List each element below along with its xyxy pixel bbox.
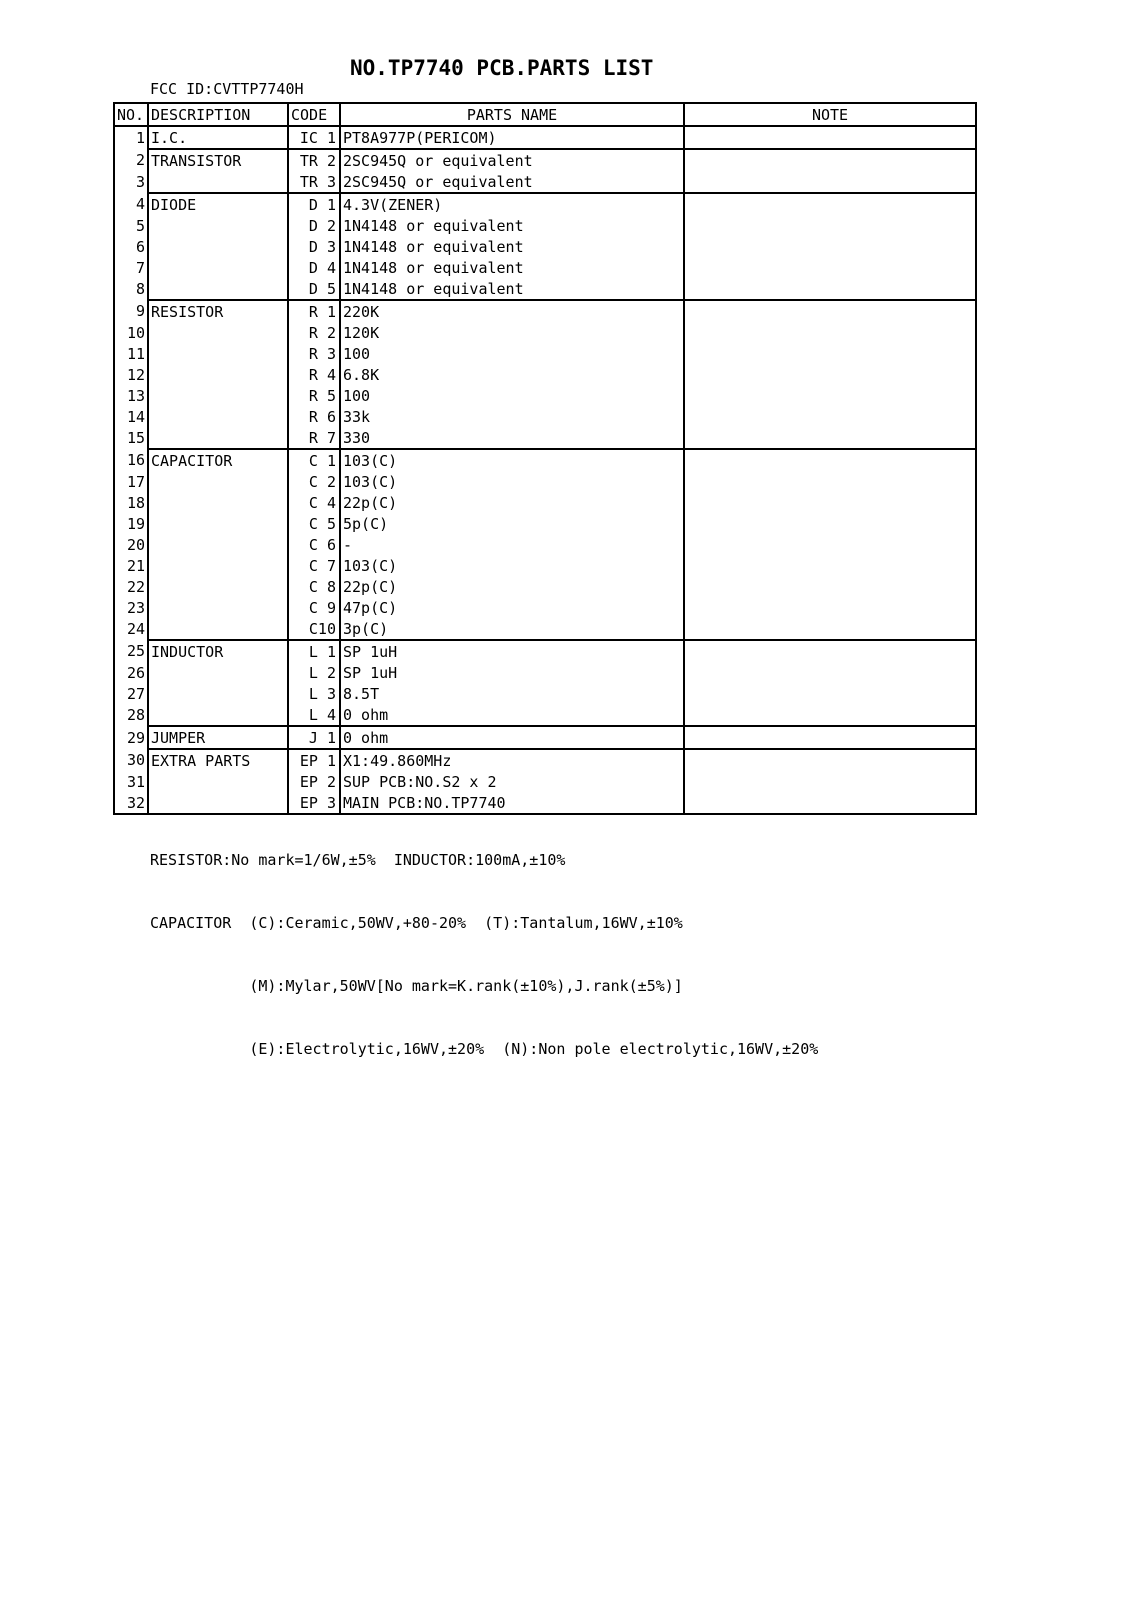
row-parts-name: 1N4148 or equivalent	[340, 215, 684, 236]
row-code: C 2	[288, 471, 340, 492]
row-code: C 5	[288, 513, 340, 534]
row-description	[148, 662, 288, 683]
table-row	[114, 534, 976, 555]
row-description: CAPACITOR	[148, 449, 288, 471]
table-row	[114, 300, 976, 322]
row-note	[684, 749, 976, 771]
row-note	[684, 193, 976, 215]
row-description	[148, 322, 288, 343]
row-parts-name: 0 ohm	[340, 726, 684, 749]
table-row	[114, 449, 976, 471]
row-note	[684, 322, 976, 343]
row-code: C 1	[288, 449, 340, 471]
row-no: 23	[126, 598, 145, 617]
row-code: R 2	[288, 322, 340, 343]
table-row	[114, 257, 976, 278]
row-parts-name: 220K	[340, 300, 684, 322]
row-note	[684, 471, 976, 492]
row-code: R 3	[288, 343, 340, 364]
row-no: 32	[126, 793, 145, 812]
row-code: L 4	[288, 704, 340, 726]
row-no: 3	[135, 173, 145, 191]
row-code: R 1	[288, 300, 340, 322]
row-description	[148, 236, 288, 257]
row-parts-name: 4.3V(ZENER)	[340, 193, 684, 215]
row-no: 16	[126, 451, 145, 469]
row-code: C 9	[288, 597, 340, 618]
header-parts-name: PARTS NAME	[340, 103, 684, 126]
row-no: 8	[135, 280, 145, 298]
row-parts-name: 5p(C)	[340, 513, 684, 534]
row-description	[148, 343, 288, 364]
table-row	[114, 576, 976, 597]
table-row	[114, 618, 976, 640]
table-row	[114, 492, 976, 513]
row-code: D 1	[288, 193, 340, 215]
table-row	[114, 683, 976, 704]
row-no: 6	[135, 237, 145, 256]
table-row	[114, 364, 976, 385]
table-row	[114, 171, 976, 193]
row-note	[684, 343, 976, 364]
row-note	[684, 513, 976, 534]
row-description	[148, 576, 288, 597]
row-note	[684, 618, 976, 640]
row-parts-name: 330	[340, 427, 684, 449]
table-row	[114, 771, 976, 792]
table-row	[114, 322, 976, 343]
row-code: C 7	[288, 555, 340, 576]
row-code: C10	[288, 618, 340, 640]
row-no: 12	[126, 365, 145, 384]
row-code: D 5	[288, 278, 340, 300]
row-description	[148, 555, 288, 576]
row-no: 18	[126, 493, 145, 512]
row-note	[684, 364, 976, 385]
row-no: 30	[126, 751, 145, 769]
footnotes	[150, 808, 818, 1081]
row-code: D 4	[288, 257, 340, 278]
row-note	[684, 771, 976, 792]
row-parts-name: 2SC945Q or equivalent	[340, 149, 684, 171]
row-code: EP 1	[288, 749, 340, 771]
row-note	[684, 662, 976, 683]
row-no: 15	[126, 429, 145, 447]
row-code: L 1	[288, 640, 340, 662]
row-description: INDUCTOR	[148, 640, 288, 662]
row-description	[148, 278, 288, 300]
footnote-capacitor-m: (M):Mylar,50WV[No mark=K.rank(±10%),J.rank(±5%)]	[150, 977, 683, 995]
table-row	[114, 704, 976, 726]
row-description: JUMPER	[148, 726, 288, 749]
table-row	[114, 215, 976, 236]
row-description	[148, 771, 288, 792]
row-code: R 6	[288, 406, 340, 427]
row-description	[148, 597, 288, 618]
row-parts-name: 103(C)	[340, 449, 684, 471]
table-row	[114, 749, 976, 771]
row-note	[684, 171, 976, 193]
row-description: RESISTOR	[148, 300, 288, 322]
row-parts-name: 100	[340, 385, 684, 406]
row-parts-name: 103(C)	[340, 471, 684, 492]
row-note	[684, 215, 976, 236]
table-row	[114, 278, 976, 300]
row-code: J 1	[288, 726, 340, 749]
row-code: R 7	[288, 427, 340, 449]
row-parts-name: 33k	[340, 406, 684, 427]
row-description: I.C.	[148, 126, 288, 149]
row-no: 7	[135, 258, 145, 277]
row-code: D 2	[288, 215, 340, 236]
row-parts-name: 8.5T	[340, 683, 684, 704]
row-note	[684, 149, 976, 171]
row-no: 28	[126, 706, 145, 724]
row-note	[684, 726, 976, 749]
row-note	[684, 597, 976, 618]
row-no: 24	[126, 620, 145, 638]
row-no: 14	[126, 407, 145, 426]
row-code: EP 3	[288, 792, 340, 814]
row-no: 22	[126, 577, 145, 596]
fcc-id: FCC ID:CVTTP7740H	[150, 80, 304, 98]
table-row	[114, 513, 976, 534]
row-parts-name: 1N4148 or equivalent	[340, 257, 684, 278]
row-parts-name: SUP PCB:NO.S2 x 2	[340, 771, 684, 792]
row-description	[148, 385, 288, 406]
row-no: 9	[135, 302, 145, 320]
row-parts-name: 6.8K	[340, 364, 684, 385]
row-parts-name: 0 ohm	[340, 704, 684, 726]
table-row	[114, 597, 976, 618]
table-row	[114, 726, 976, 749]
row-no: 2	[135, 151, 145, 169]
row-description	[148, 364, 288, 385]
row-parts-name: 1N4148 or equivalent	[340, 278, 684, 300]
table-row	[114, 236, 976, 257]
table-row	[114, 193, 976, 215]
row-no: 17	[126, 472, 145, 491]
parts-list-table	[113, 102, 977, 815]
row-code: L 2	[288, 662, 340, 683]
row-note	[684, 555, 976, 576]
footnote-capacitor-c: CAPACITOR (C):Ceramic,50WV,+80-20% (T):Tantalum,16WV,±10%	[150, 914, 683, 932]
row-description	[148, 471, 288, 492]
row-note	[684, 300, 976, 322]
row-no: 4	[135, 195, 145, 213]
row-description	[148, 171, 288, 193]
table-row	[114, 640, 976, 662]
row-note	[684, 257, 976, 278]
row-description	[148, 683, 288, 704]
header-no: NO.	[114, 103, 148, 126]
row-no: 1	[135, 129, 145, 147]
row-code: TR 2	[288, 149, 340, 171]
row-note	[684, 278, 976, 300]
row-parts-name: 103(C)	[340, 555, 684, 576]
row-description	[148, 406, 288, 427]
row-parts-name: 22p(C)	[340, 492, 684, 513]
row-parts-name: 47p(C)	[340, 597, 684, 618]
row-parts-name: SP 1uH	[340, 640, 684, 662]
row-no: 26	[126, 663, 145, 682]
row-note	[684, 492, 976, 513]
row-parts-name: 120K	[340, 322, 684, 343]
table-row	[114, 149, 976, 171]
row-no: 21	[126, 556, 145, 575]
row-code: TR 3	[288, 171, 340, 193]
row-code: R 4	[288, 364, 340, 385]
header-description: DESCRIPTION	[148, 103, 288, 126]
row-description	[148, 492, 288, 513]
row-note	[684, 534, 976, 555]
header-note: NOTE	[684, 103, 976, 126]
table-row	[114, 427, 976, 449]
row-no: 20	[126, 535, 145, 554]
row-description	[148, 257, 288, 278]
row-no: 25	[126, 642, 145, 660]
table-row	[114, 126, 976, 149]
row-parts-name: PT8A977P(PERICOM)	[340, 126, 684, 149]
row-note	[684, 236, 976, 257]
row-code: IC 1	[288, 126, 340, 149]
row-description	[148, 427, 288, 449]
row-parts-name: X1:49.860MHz	[340, 749, 684, 771]
row-no: 31	[126, 772, 145, 791]
row-code: C 8	[288, 576, 340, 597]
row-parts-name: 1N4148 or equivalent	[340, 236, 684, 257]
row-no: 13	[126, 386, 145, 405]
row-parts-name: MAIN PCB:NO.TP7740	[340, 792, 684, 814]
row-code: R 5	[288, 385, 340, 406]
row-note	[684, 385, 976, 406]
row-description	[148, 513, 288, 534]
row-note	[684, 126, 976, 149]
row-code: C 4	[288, 492, 340, 513]
row-description: DIODE	[148, 193, 288, 215]
row-no: 19	[126, 514, 145, 533]
row-parts-name: SP 1uH	[340, 662, 684, 683]
row-parts-name: 2SC945Q or equivalent	[340, 171, 684, 193]
row-no: 11	[126, 344, 145, 363]
table-row	[114, 406, 976, 427]
row-code: C 6	[288, 534, 340, 555]
row-note	[684, 683, 976, 704]
row-code: L 3	[288, 683, 340, 704]
row-description: EXTRA PARTS	[148, 749, 288, 771]
footnote-capacitor-e: (E):Electrolytic,16WV,±20% (N):Non pole electrolytic,16WV,±20%	[150, 1040, 819, 1058]
row-note	[684, 449, 976, 471]
table-row	[114, 555, 976, 576]
row-parts-name: 100	[340, 343, 684, 364]
row-no: 5	[135, 216, 145, 235]
row-note	[684, 640, 976, 662]
row-description	[148, 618, 288, 640]
table-row	[114, 471, 976, 492]
row-no: 29	[126, 728, 145, 747]
row-description	[148, 704, 288, 726]
row-description: TRANSISTOR	[148, 149, 288, 171]
row-note	[684, 427, 976, 449]
row-parts-name: 22p(C)	[340, 576, 684, 597]
table-row	[114, 662, 976, 683]
row-parts-name: 3p(C)	[340, 618, 684, 640]
row-note	[684, 576, 976, 597]
row-note	[684, 704, 976, 726]
table-row	[114, 385, 976, 406]
footnote-resistor: RESISTOR:No mark=1/6W,±5% INDUCTOR:100mA,±10%	[150, 851, 566, 869]
table-header-row	[114, 103, 976, 126]
row-no: 10	[126, 323, 145, 342]
row-no: 27	[126, 684, 145, 703]
row-parts-name: -	[340, 534, 684, 555]
row-description	[148, 215, 288, 236]
header-code: CODE	[288, 103, 340, 126]
row-note	[684, 406, 976, 427]
row-code: EP 2	[288, 771, 340, 792]
row-description	[148, 534, 288, 555]
document-title: NO.TP7740 PCB.PARTS LIST	[350, 56, 654, 80]
table-row	[114, 343, 976, 364]
row-code: D 3	[288, 236, 340, 257]
